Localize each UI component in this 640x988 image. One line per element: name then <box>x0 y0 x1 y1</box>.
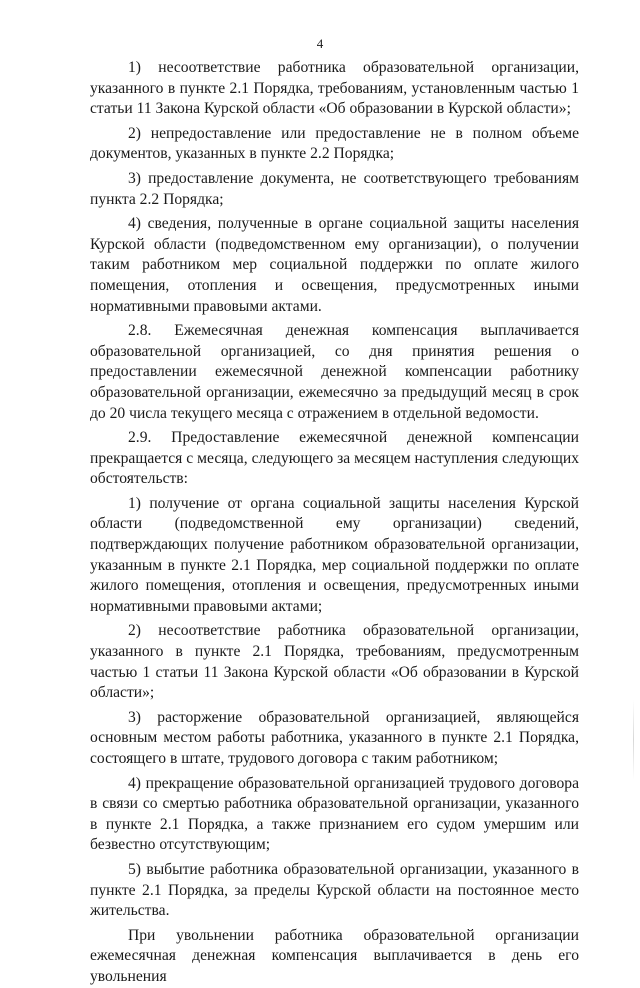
paragraph-termination-item-5: 5) выбытие работника образовательной организации, указанного в пункте 2.1 Порядка, за пределы Курской области на постоянное место жительства. <box>90 860 579 920</box>
paragraph-item-4-social-support-info: 4) сведения, полученные в органе социальной защиты населения Курской области (подведомственном ему организации), о получении таким работником мер социальной поддержки по оплате жилого помещения, отопления и освещения, предусмотренных иными нормативными правовыми актами. <box>90 215 579 315</box>
paragraph-termination-item-4: 4) прекращение образовательной организацией трудового договора в связи со смертью работника образовательной организации, указанного в пункте 2.1 Порядка, а также признанием его судом умершим или безвестно отсутствующим; <box>90 774 579 854</box>
paragraph-dismissal-payment: При увольнении работника образовательной организации ежемесячная денежная компенсация выплачивается в день его увольнения <box>90 926 579 985</box>
document-body <box>90 58 579 988</box>
paragraph-item-2-documents: 2) непредоставление или предоставление не в полном объеме документов, указанных в пункте 2.2 Порядка; <box>90 124 579 163</box>
page-number: 4 <box>316 36 324 51</box>
scan-edge-mark <box>633 700 634 780</box>
paragraph-termination-item-3: 3) расторжение образовательной организацией, являющейся основным местом работы работника, указанного в пункте 2.1 Порядка, состоящего в штате, трудового договора с таким работником; <box>90 708 579 767</box>
paragraph-2-8-payment: 2.8. Ежемесячная денежная компенсация выплачивается образовательной организацией, со дня принятия решения о предоставлении ежемесячной денежной компенсации работнику образовательной организации, ежемесячно за предыдущий месяц в срок до 20 числа текущего месяца с отражением в отдельной ведомости. <box>90 322 579 422</box>
paragraph-2-9-termination: 2.9. Предоставление ежемесячной денежной компенсации прекращается с месяца, следующего за месяцем наступления следующих обстоятельств: <box>90 429 579 488</box>
paragraph-termination-item-1: 1) получение от органа социальной защиты населения Курской области (подведомственной ему организации) сведений, подтверждающих получение работником образовательной организации, указанным в пункте 2.1 Порядка, мер социальной поддержки по оплате жилого помещения, отопления и освещения, предусмотренных иными нормативными правовыми актами; <box>90 494 579 615</box>
paragraph-item-1-nonconformity: 1) несоответствие работника образовательной организации, указанного в пункте 2.1 Порядка, требованиям, установленным частью 1 статьи 11 Закона Курской области «Об образовании в Курской области»; <box>90 59 579 118</box>
paragraph-termination-item-2: 2) несоответствие работника образовательной организации, указанного в пункте 2.1 Порядка, требованиям, предусмотренным частью 1 статьи 11 Закона Курской области «Об образовании в Курской области»; <box>90 622 579 702</box>
paragraph-item-3-noncompliant-document: 3) предоставление документа, не соответствующего требованиям пункта 2.2 Порядка; <box>90 169 579 208</box>
